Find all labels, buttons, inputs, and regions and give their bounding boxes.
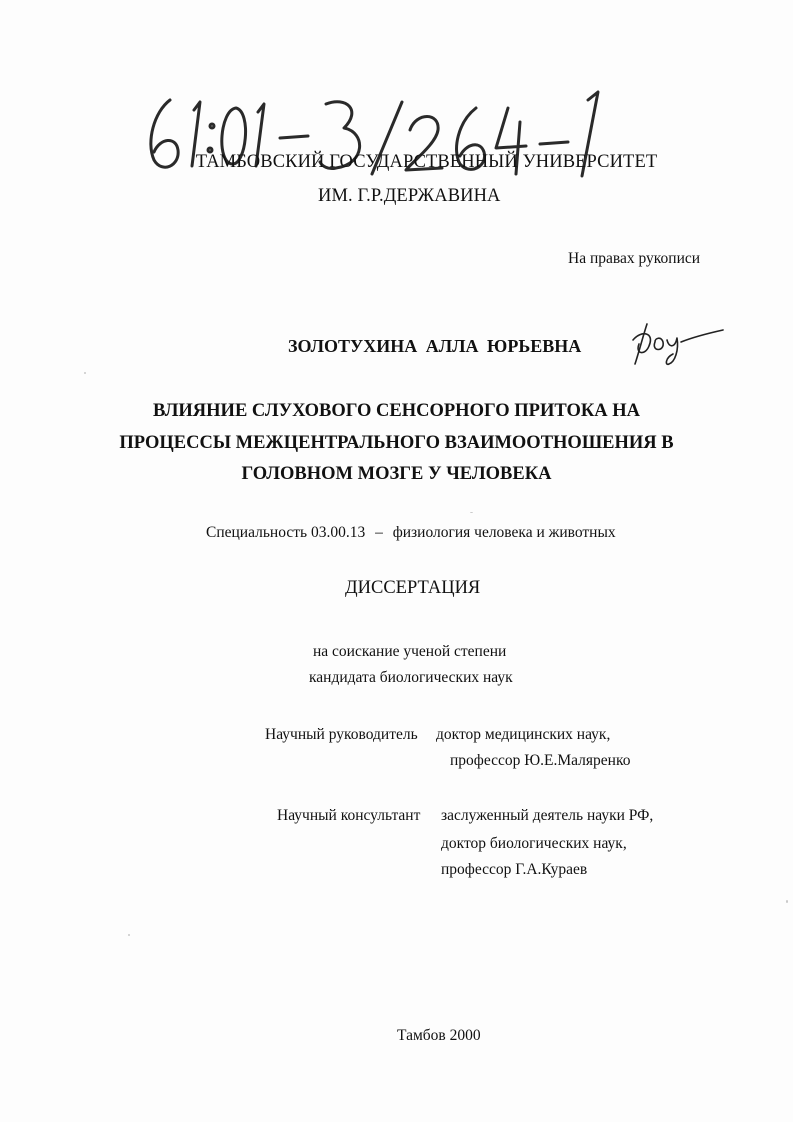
author-name: ЗОЛОТУХИНА АЛЛА ЮРЬЕВНА [288,336,582,356]
consultant-degree: доктор биологических наук, [441,835,627,852]
signature-drawing [625,316,725,368]
specialty-field: физиология человека и животных [392,524,616,541]
scan-speck [786,900,788,903]
scan-speck [84,372,86,374]
manuscript-rights-note: На правах рукописи [568,250,701,267]
degree-purpose: на соискание ученой степени [313,643,507,660]
scan-speck [470,512,473,513]
dissertation-title [0,396,793,491]
supervisor-label: Научный руководитель [265,726,418,743]
degree-name: кандидата биологических наук [309,669,513,686]
consultant-label: Научный консультант [277,807,421,824]
author-signature [625,316,725,368]
consultant-title: заслуженный деятель науки РФ, [441,807,654,824]
specialty-dash: – [375,524,383,541]
university-name: ТАМБОВСКИЙ ГОСУДАРСТВЕННЫЙ УНИВЕРСИТЕТ [195,152,658,172]
title-line: ВЛИЯНИЕ СЛУХОВОГО СЕНСОРНОГО ПРИТОКА НА [153,401,640,421]
title-line: ГОЛОВНОМ МОЗГЕ У ЧЕЛОВЕКА [241,464,552,484]
title-line: ПРОЦЕССЫ МЕЖЦЕНТРАЛЬНОГО ВЗАИМООТНОШЕНИЯ В [119,432,674,453]
document-type: ДИССЕРТАЦИЯ [345,578,481,598]
scan-speck [128,934,130,936]
city-year: Тамбов 2000 [397,1027,481,1044]
supervisor-degree: доктор медицинских наук, [436,726,611,743]
specialty-line [206,524,616,542]
supervisor-name: профессор Ю.Е.Маляренко [450,752,631,769]
consultant-name: профессор Г.А.Кураев [441,861,588,878]
specialty-code: Специальность 03.00.13 [206,524,366,541]
university-name-suffix: ИМ. Г.Р.ДЕРЖАВИНА [318,186,501,206]
